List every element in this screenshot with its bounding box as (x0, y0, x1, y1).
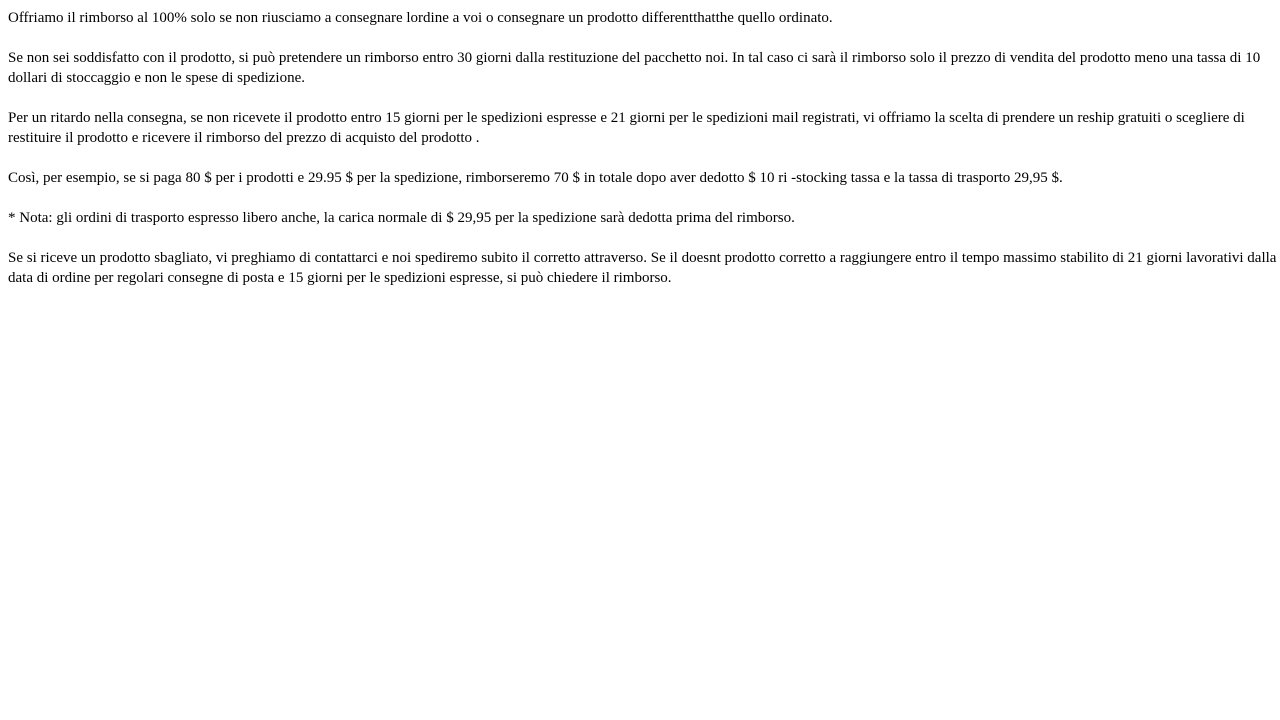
refund-eligibility-paragraph: Offriamo il rimborso al 100% solo se non riusciamo a consegnare lordine a voi o consegnare un prodotto differentthatthe quello ordinato. (8, 10, 833, 26)
dissatisfaction-refund-paragraph: Se non sei soddisfatto con il prodotto, si può pretendere un rimborso entro 30 giorni dalla restituzione del pacchetto noi. In tal caso ci sarà il rimborso solo il prezzo di vendita del prodotto meno una tassa di 10 dollari di stoccaggio e non le spese di spedizione. (8, 50, 1261, 86)
refund-example-paragraph: Così, per esempio, se si paga 80 $ per i prodotti e 29.95 $ per la spedizione, rimborseremo 70 $ in totale dopo aver dedotto $ 10 ri -stocking tassa e la tassa di trasporto 29,95 $. (8, 170, 1063, 186)
express-shipping-note: * Nota: gli ordini di trasporto espresso libero anche, la carica normale di $ 29,95 per la spedizione sarà dedotta prima del rimborso. (8, 210, 795, 226)
wrong-product-paragraph: Se si riceve un prodotto sbagliato, vi preghiamo di contattarci e noi spediremo subito il corretto attraverso. Se il doesnt prodotto corretto a raggiungere entro il tempo massimo stabilito di 21 giorni lavorativi dalla data di ordine per regolari consegne di posta e 15 giorni per le spedizioni espresse, si può chiedere il rimborso. (8, 250, 1277, 286)
delivery-delay-paragraph: Per un ritardo nella consegna, se non ricevete il prodotto entro 15 giorni per le spedizioni espresse e 21 giorni per le spedizioni mail registrati, vi offriamo la scelta di prendere un reship gratuiti o scegliere di restituire il prodotto e ricevere il rimborso del prezzo di acquisto del prodotto . (8, 110, 1245, 146)
refund-policy-text (8, 8, 1280, 288)
